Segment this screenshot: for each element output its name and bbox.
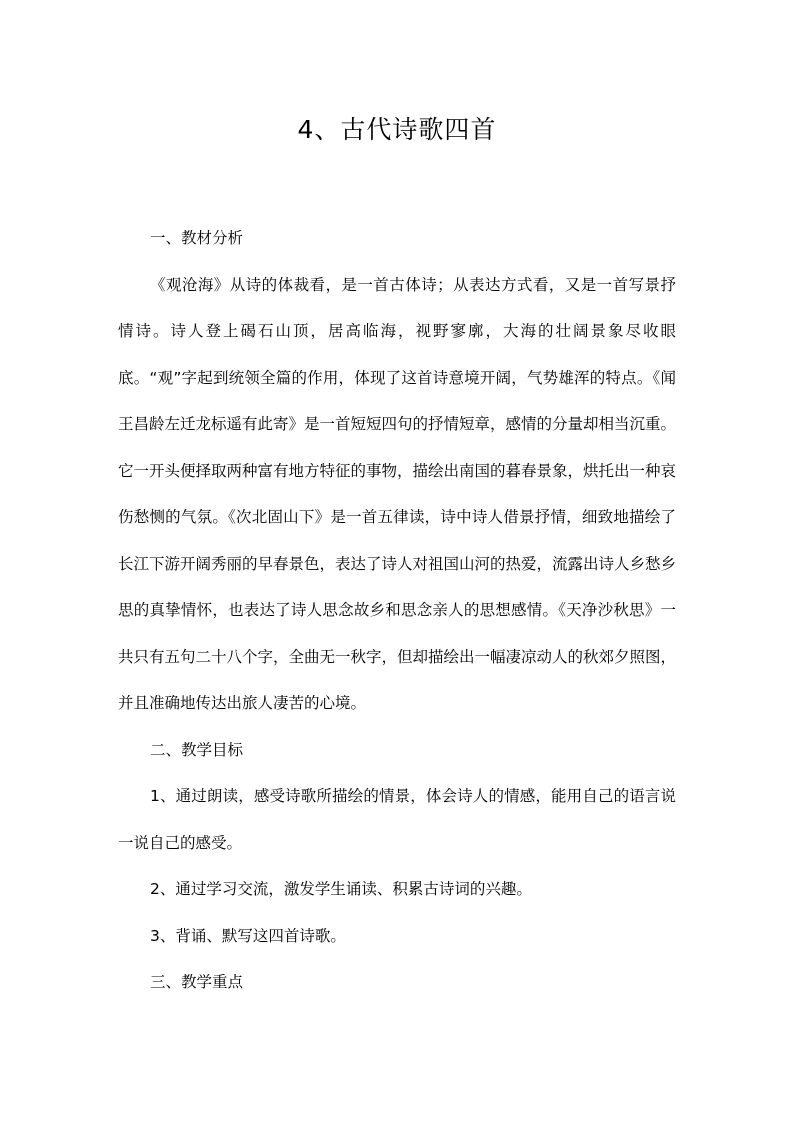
section-heading-teaching-focus: 三、教学重点 — [150, 973, 244, 991]
section-heading-teaching-goals: 二、教学目标 — [150, 740, 244, 759]
document-body — [118, 215, 676, 1006]
paragraph-goal-1: 1、通过朗读，感受诗歌所描绘的情景，体会诗人的情感，能用自己的语言说一说自己的感受。 — [118, 787, 676, 852]
paragraph-textbook-analysis: 《观沧海》从诗的体裁看，是一首古体诗；从表达方式看，又是一首写景抒情诗。诗人登上碣石山顶，居高临海，视野寥廓，大海的壮阔景象尽收眼底。“观”字起到统领全篇的作用，体现了这首诗意境开阔，气势雄浑的特点。《闻王昌龄左迁龙标遥有此寄》是一首短短四句的抒情短章，感情的分量却相当沉重。它一开头便择取两种富有地方特征的事物，描绘出南国的暮春景象，烘托出一种哀伤愁恻的气氛。《次北固山下》是一首五律读，诗中诗人借景抒情，细致地描绘了长江下游开阔秀丽的早春景色，表达了诗人对祖国山河的热爱，流露出诗人乡愁乡思的真挚情怀，也表达了诗人思念故乡和思念亲人的思想感情。《天净沙秋思》一共只有五句二十八个字，全曲无一秋字，但却描绘出一幅凄凉动人的秋郊夕照图，并且准确地传达出旅人凄苦的心境。 — [118, 275, 677, 712]
paragraph-goal-3: 3、背诵、默写这四首诗歌。 — [150, 926, 346, 945]
document-title: 4、古代诗歌四首 — [297, 115, 497, 144]
paragraph-goal-2: 2、通过学习交流，激发学生诵读、积累古诗词的兴趣。 — [150, 880, 532, 898]
section-heading-textbook-analysis: 一、教材分析 — [150, 229, 244, 247]
